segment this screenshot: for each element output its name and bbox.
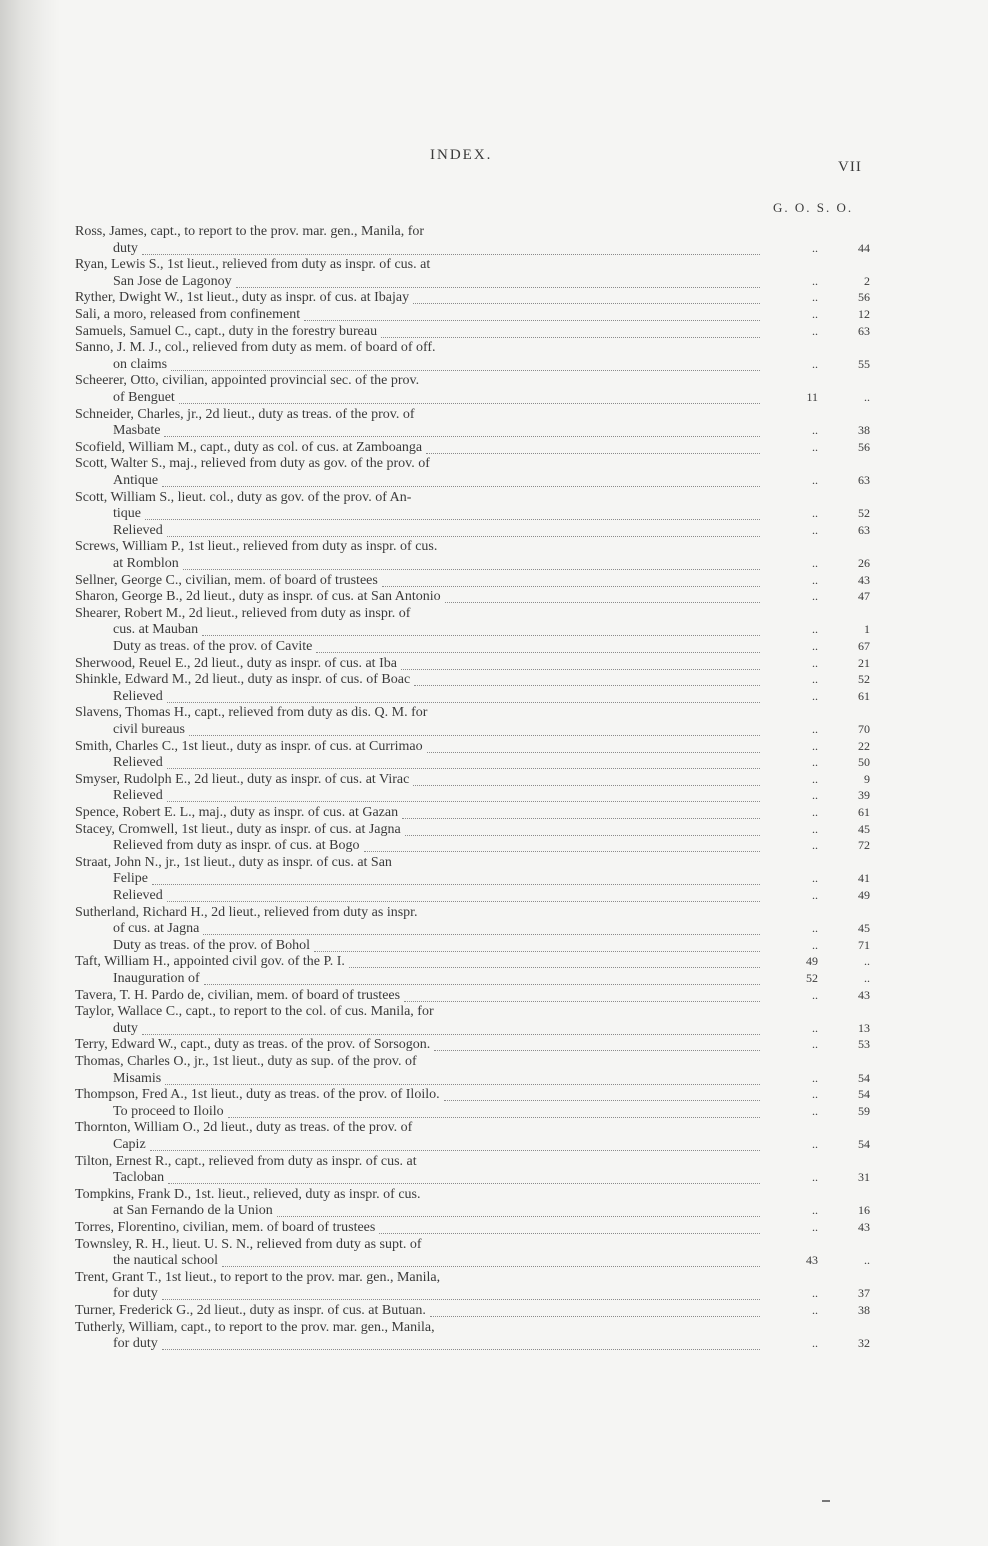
dot-leader (142, 1028, 760, 1035)
go-reference: .. (812, 506, 818, 520)
dot-leader (434, 1044, 760, 1051)
dot-leader (150, 1144, 760, 1151)
go-reference: .. (812, 1021, 818, 1035)
so-reference: 67 (858, 639, 870, 653)
so-reference: .. (864, 954, 870, 968)
dot-leader (202, 629, 760, 636)
so-reference: 45 (858, 921, 870, 935)
index-entry (75, 1303, 768, 1318)
index-entry (75, 1187, 768, 1202)
go-reference: .. (812, 523, 818, 537)
dot-leader (179, 397, 760, 404)
entry-text: Schneider, Charles, jr., 2d lieut., duty as treas. of the prov. of (75, 407, 415, 422)
dot-leader (401, 663, 760, 670)
so-reference: 54 (858, 1087, 870, 1101)
so-reference: 63 (858, 324, 870, 338)
so-reference: 43 (858, 988, 870, 1002)
entry-text: Relieved (113, 523, 163, 538)
entry-text: Scott, Walter S., maj., relieved from duty as gov. of the prov. of (75, 456, 430, 471)
index-entry (75, 390, 768, 405)
index-entry (75, 224, 768, 239)
index-entry (75, 1021, 768, 1036)
go-reference: .. (812, 324, 818, 338)
dot-leader (167, 795, 760, 802)
entry-text: Relieved from duty as inspr. of cus. at Bogo (113, 838, 360, 853)
go-reference: .. (812, 805, 818, 819)
go-reference: .. (812, 589, 818, 603)
entry-text: Relieved (113, 788, 163, 803)
so-reference: .. (864, 390, 870, 404)
index-entry (75, 1237, 768, 1252)
entry-text: of Benguet (113, 390, 175, 405)
index-entry (75, 539, 768, 554)
index-entry (75, 1286, 768, 1301)
entry-text: Screws, William P., 1st lieut., relieved from duty as inspr. of cus. (75, 539, 438, 554)
entry-text: Thornton, William O., 2d lieut., duty as treas. of the prov. of (75, 1120, 413, 1135)
dot-leader (168, 1177, 760, 1184)
dot-leader (430, 1310, 760, 1317)
column-headers: G. O. S. O. (773, 200, 854, 215)
dot-leader (364, 845, 760, 852)
go-reference: .. (812, 822, 818, 836)
so-reference: 71 (858, 938, 870, 952)
go-reference: .. (812, 788, 818, 802)
entry-text: Smith, Charles C., 1st lieut., duty as inspr. of cus. at Currimao (75, 739, 423, 754)
so-reference: 9 (864, 772, 870, 786)
go-reference: .. (812, 988, 818, 1002)
dot-leader (413, 779, 760, 786)
dot-leader (404, 995, 760, 1002)
entry-text: on claims (113, 357, 168, 372)
go-reference: .. (812, 290, 818, 304)
go-reference: .. (812, 274, 818, 288)
so-reference: 49 (858, 888, 870, 902)
so-reference: 45 (858, 822, 870, 836)
entry-text: Inauguration of (113, 971, 200, 986)
entry-text: Sanno, J. M. J., col., relieved from duty as mem. of board of off. (75, 340, 436, 355)
dot-leader (316, 646, 760, 653)
entry-text: Thompson, Fred A., 1st lieut., duty as treas. of the prov. of Iloilo. (75, 1087, 440, 1102)
go-reference: .. (812, 689, 818, 703)
index-entry (75, 1203, 768, 1218)
entry-text: Thomas, Charles O., jr., 1st lieut., duty as sup. of the prov. of (75, 1054, 417, 1069)
go-reference: .. (812, 838, 818, 852)
index-entry (75, 373, 768, 388)
dot-leader (142, 248, 760, 255)
entry-text: Tompkins, Frank D., 1st. lieut., relieved, duty as inspr. of cus. (75, 1187, 421, 1202)
dot-leader (382, 580, 760, 587)
go-reference: .. (812, 573, 818, 587)
dot-leader (203, 928, 760, 935)
entry-text: Tacloban (113, 1170, 165, 1185)
go-reference: .. (812, 1137, 818, 1151)
index-entry (75, 573, 768, 588)
go-reference: .. (812, 440, 818, 454)
index-entry (75, 1087, 768, 1102)
index-entry (75, 921, 768, 936)
so-reference: 43 (858, 573, 870, 587)
index-entry (75, 722, 768, 737)
dot-leader (162, 480, 760, 487)
index-entry (75, 307, 768, 322)
entry-text: Felipe (113, 871, 148, 886)
entry-text: Duty as treas. of the prov. of Bohol (113, 938, 310, 953)
index-entry (75, 739, 768, 754)
go-reference: .. (812, 672, 818, 686)
so-reference: 61 (858, 805, 870, 819)
entry-text: Trent, Grant T., 1st lieut., to report to the prov. mar. gen., Manila, (75, 1270, 441, 1285)
go-reference: .. (812, 1203, 818, 1217)
index-entry (75, 241, 768, 256)
index-entry (75, 988, 768, 1003)
so-reference: 59 (858, 1104, 870, 1118)
dot-leader (228, 1111, 760, 1118)
go-reference: .. (812, 722, 818, 736)
entry-text: Scheerer, Otto, civilian, appointed provincial sec. of the prov. (75, 373, 420, 388)
so-reference: 16 (858, 1203, 870, 1217)
entry-text: Sellner, George C., civilian, mem. of board of trustees (75, 573, 378, 588)
dot-leader (162, 1293, 760, 1300)
index-entry (75, 290, 768, 305)
entry-text: at Romblon (113, 556, 179, 571)
so-reference: 56 (858, 290, 870, 304)
dot-leader (381, 331, 760, 338)
so-reference: 55 (858, 357, 870, 371)
index-entry (75, 274, 768, 289)
index-entry (75, 1336, 768, 1351)
so-reference: 47 (858, 589, 870, 603)
index-entry (75, 1253, 768, 1268)
index-entry (75, 1170, 768, 1185)
entry-text: San Jose de Lagonoy (113, 274, 232, 289)
index-entry (75, 755, 768, 770)
entry-text: Torres, Florentino, civilian, mem. of board of trustees (75, 1220, 376, 1235)
so-reference: 56 (858, 440, 870, 454)
index-entry (75, 1037, 768, 1052)
go-reference: .. (812, 639, 818, 653)
so-reference: 72 (858, 838, 870, 852)
so-reference: 54 (858, 1137, 870, 1151)
index-entry (75, 788, 768, 803)
go-reference: .. (812, 556, 818, 570)
index-entry (75, 772, 768, 787)
index-entry (75, 1137, 768, 1152)
so-reference: 52 (858, 672, 870, 686)
go-reference: .. (812, 1303, 818, 1317)
index-entry (75, 473, 768, 488)
go-reference: 11 (806, 390, 818, 404)
entry-text: Turner, Frederick G., 2d lieut., duty as inspr. of cus. at Butuan. (75, 1303, 426, 1318)
dot-leader (314, 945, 760, 952)
go-reference: .. (812, 1220, 818, 1234)
entry-text: Sali, a moro, released from confinement (75, 307, 301, 322)
entry-text: Straat, John N., jr., 1st lieut., duty as inspr. of cus. at San (75, 855, 392, 870)
index-entry (75, 357, 768, 372)
so-reference: 50 (858, 755, 870, 769)
go-reference: .. (812, 1170, 818, 1184)
so-reference: 26 (858, 556, 870, 570)
so-reference: 53 (858, 1037, 870, 1051)
index-entry (75, 838, 768, 853)
dot-leader (379, 1227, 760, 1234)
entry-text: Sutherland, Richard H., 2d lieut., relieved from duty as inspr. (75, 905, 418, 920)
dot-leader (222, 1260, 760, 1267)
dot-leader (405, 829, 760, 836)
dot-leader (167, 696, 760, 703)
index-entry (75, 689, 768, 704)
index-entry (75, 324, 768, 339)
index-entry (75, 938, 768, 953)
so-reference: 61 (858, 689, 870, 703)
dot-leader (426, 447, 760, 454)
dot-leader (277, 1210, 760, 1217)
entry-text: Scofield, William M., capt., duty as col. of cus. at Zamboanga (75, 440, 423, 455)
so-reference: 54 (858, 1071, 870, 1085)
so-reference: 32 (858, 1336, 870, 1350)
entry-text: for duty (113, 1286, 158, 1301)
dot-leader (145, 513, 760, 520)
index-entry (75, 805, 768, 820)
so-reference: 63 (858, 473, 870, 487)
index-entry (75, 1154, 768, 1169)
index-entry (75, 340, 768, 355)
index-entry (75, 1104, 768, 1119)
entry-text: Sharon, George B., 2d lieut., duty as inspr. of cus. at San Antonio (75, 589, 441, 604)
book-spine-shadow (0, 0, 60, 1546)
entry-text: Shinkle, Edward M., 2d lieut., duty as inspr. of cus. of Boac (75, 672, 411, 687)
entry-text: Tavera, T. H. Pardo de, civilian, mem. of board of trustees (75, 988, 401, 1003)
index-entry (75, 855, 768, 870)
index-entry (75, 639, 768, 654)
index-entry (75, 490, 768, 505)
index-entry (75, 705, 768, 720)
dot-leader (349, 961, 760, 968)
dot-leader (171, 364, 760, 371)
index-entry (75, 822, 768, 837)
index-entry (75, 1054, 768, 1069)
entry-text: of cus. at Jagna (113, 921, 200, 936)
go-reference: .. (812, 1037, 818, 1051)
so-reference: 39 (858, 788, 870, 802)
entry-text: Misamis (113, 1071, 162, 1086)
entry-text: Ross, James, capt., to report to the prov. mar. gen., Manila, for (75, 224, 425, 239)
index-entry (75, 506, 768, 521)
so-reference: 13 (858, 1021, 870, 1035)
index-entry (75, 622, 768, 637)
so-reference: .. (864, 1253, 870, 1267)
so-reference: 2 (864, 274, 870, 288)
go-reference: .. (812, 656, 818, 670)
entry-text: Antique (113, 473, 159, 488)
entry-text: cus. at Mauban (113, 622, 199, 637)
index-entry (75, 423, 768, 438)
go-reference: .. (812, 871, 818, 885)
entry-text: civil bureaus (113, 722, 185, 737)
go-reference: .. (812, 938, 818, 952)
index-entry (75, 606, 768, 621)
go-reference: 49 (806, 954, 818, 968)
entry-text: Taft, William H., appointed civil gov. of the P. I. (75, 954, 345, 969)
so-reference: 38 (858, 423, 870, 437)
entry-text: for duty (113, 1336, 158, 1351)
entry-text: Tutherly, William, capt., to report to the prov. mar. gen., Manila, (75, 1320, 435, 1335)
entry-text: Relieved (113, 755, 163, 770)
index-entry (75, 656, 768, 671)
entry-text: Ryther, Dwight W., 1st lieut., duty as inspr. of cus. at Ibajay (75, 290, 410, 305)
index-entry (75, 954, 768, 969)
go-reference: .. (812, 1087, 818, 1101)
index-entry (75, 1120, 768, 1135)
go-reference: .. (812, 423, 818, 437)
index-entry (75, 257, 768, 272)
dot-leader (444, 1094, 760, 1101)
entry-text: Scott, William S., lieut. col., duty as gov. of the prov. of An- (75, 490, 412, 505)
entry-text: Slavens, Thomas H., capt., relieved from duty as dis. Q. M. for (75, 705, 428, 720)
index-entry (75, 905, 768, 920)
so-reference: 31 (858, 1170, 870, 1184)
so-reference: 21 (858, 656, 870, 670)
so-reference: 22 (858, 739, 870, 753)
dot-leader (204, 978, 760, 985)
page-mark (822, 1500, 830, 1502)
dot-leader (189, 729, 760, 736)
index-entry (75, 1071, 768, 1086)
index-entry (75, 1220, 768, 1235)
index-entry (75, 871, 768, 886)
index-entry (75, 589, 768, 604)
index-entry (75, 888, 768, 903)
so-reference: 43 (858, 1220, 870, 1234)
entry-text: Spence, Robert E. L., maj., duty as inspr. of cus. at Gazan (75, 805, 399, 820)
dot-leader (167, 895, 760, 902)
entry-text: Capiz (113, 1137, 146, 1152)
dot-leader (414, 679, 760, 686)
dot-leader (427, 746, 760, 753)
go-reference: .. (812, 1104, 818, 1118)
dot-leader (165, 1078, 760, 1085)
index-entry (75, 672, 768, 687)
go-reference: .. (812, 921, 818, 935)
entry-text: Ryan, Lewis S., 1st lieut., relieved from duty as inspr. of cus. at (75, 257, 431, 272)
so-reference: 12 (858, 307, 870, 321)
entry-text: Stacey, Cromwell, 1st lieut., duty as inspr. of cus. at Jagna (75, 822, 401, 837)
entry-text: tique (113, 506, 141, 521)
entry-text: Taylor, Wallace C., capt., to report to the col. of cus. Manila, for (75, 1004, 434, 1019)
dot-leader (167, 530, 760, 537)
dot-leader (236, 281, 760, 288)
go-reference: .. (812, 241, 818, 255)
entry-text: Smyser, Rudolph E., 2d lieut., duty as inspr. of cus. at Virac (75, 772, 410, 787)
index-entry (75, 456, 768, 471)
go-reference: .. (812, 1336, 818, 1350)
entry-text: Duty as treas. of the prov. of Cavite (113, 639, 313, 654)
so-reference: 38 (858, 1303, 870, 1317)
so-reference: 63 (858, 523, 870, 537)
go-reference: .. (812, 357, 818, 371)
entry-text: Samuels, Samuel C., capt., duty in the forestry bureau (75, 324, 378, 339)
index-entry (75, 971, 768, 986)
so-reference: 37 (858, 1286, 870, 1300)
so-reference: 52 (858, 506, 870, 520)
dot-leader (167, 762, 760, 769)
go-reference: .. (812, 622, 818, 636)
entry-text: at San Fernando de la Union (113, 1203, 273, 1218)
entry-text: Terry, Edward W., capt., duty as treas. of the prov. of Sorsogon. (75, 1037, 431, 1052)
index-entry (75, 523, 768, 538)
so-reference: 70 (858, 722, 870, 736)
so-reference: .. (864, 971, 870, 985)
so-reference: 44 (858, 241, 870, 255)
index-entry (75, 1320, 768, 1335)
entry-text: Masbate (113, 423, 161, 438)
entry-text: Relieved (113, 888, 163, 903)
so-reference: 1 (864, 622, 870, 636)
entry-text: duty (113, 1021, 138, 1036)
dot-leader (152, 878, 760, 885)
go-reference: .. (812, 755, 818, 769)
entry-text: To proceed to Iloilo (113, 1104, 224, 1119)
dot-leader (162, 1343, 760, 1350)
go-reference: .. (812, 888, 818, 902)
entry-text: the nautical school (113, 1253, 218, 1268)
dot-leader (304, 314, 760, 321)
entry-text: Relieved (113, 689, 163, 704)
go-reference: .. (812, 1286, 818, 1300)
go-reference: 43 (806, 1253, 818, 1267)
go-reference: .. (812, 473, 818, 487)
page-number: VII (838, 159, 862, 175)
index-entry (75, 407, 768, 422)
entry-text: Tilton, Ernest R., capt., relieved from duty as inspr. of cus. at (75, 1154, 417, 1169)
index-entry (75, 556, 768, 571)
entry-text: duty (113, 241, 138, 256)
go-reference: .. (812, 1071, 818, 1085)
entry-text: Sherwood, Reuel E., 2d lieut., duty as inspr. of cus. at Iba (75, 656, 397, 671)
dot-leader (183, 563, 760, 570)
index-entry (75, 1270, 768, 1285)
go-reference: 52 (806, 971, 818, 985)
entry-text: Shearer, Robert M., 2d lieut., relieved from duty as inspr. of (75, 606, 411, 621)
dot-leader (445, 596, 760, 603)
go-reference: .. (812, 772, 818, 786)
dot-leader (402, 812, 760, 819)
dot-leader (164, 430, 760, 437)
go-reference: .. (812, 307, 818, 321)
go-reference: .. (812, 739, 818, 753)
index-entry (75, 1004, 768, 1019)
so-reference: 41 (858, 871, 870, 885)
index-entry (75, 440, 768, 455)
entry-text: Townsley, R. H., lieut. U. S. N., relieved from duty as supt. of (75, 1237, 422, 1252)
page-title: INDEX. (430, 147, 493, 163)
dot-leader (413, 297, 760, 304)
